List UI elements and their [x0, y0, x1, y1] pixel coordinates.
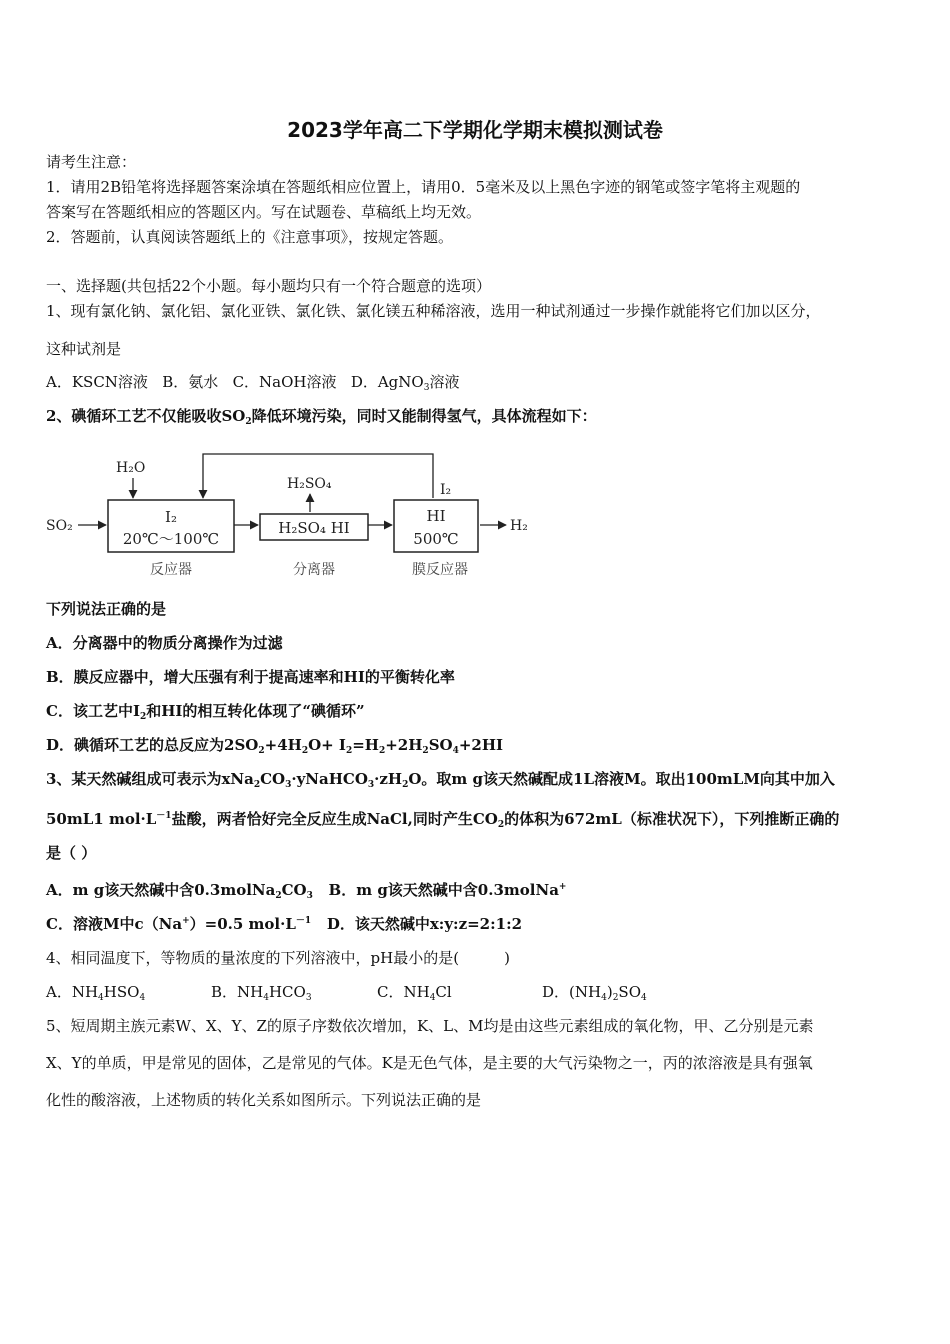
q4-option-c: C．$NH_4Cl$	[377, 983, 452, 1003]
q2-ask: 下列说法正确的是	[46, 600, 167, 618]
q3-option-c: C．溶液M中c（Na+）=0.5 $mol\cdot L^{-1}$	[46, 915, 312, 933]
iodine-cycle-diagram	[44, 446, 544, 586]
q3-stem-3: 是（ ）	[46, 844, 97, 862]
q1-option-c: C．NaOH溶液	[232, 373, 337, 391]
reactor-line-1: I₂	[165, 508, 177, 526]
q1-option-b: B．氨水	[162, 373, 219, 391]
h2o-label: H₂O	[116, 460, 146, 476]
q2-stem: 2、碘循环工艺不仅能吸收$SO_2$降低环境污染，同时又能制得氢气，具体流程如下：	[46, 407, 597, 427]
q5-stem-3: 化性的酸溶液，上述物质的转化关系如图所示。下列说法正确的是	[46, 1091, 482, 1109]
membrane-line-1: HI	[426, 507, 446, 525]
membrane-line-2: 500℃	[413, 530, 459, 548]
q3-stem-2: 50mL1 $mol\cdot L^{-1}$盐酸，两者恰好完全反应生成NaCl,同时产生$CO_2$的体积为672mL（标准状况下），下列推断正确的	[46, 810, 840, 830]
h2-label: H₂	[510, 518, 528, 534]
q1-stem-a: 1、现有氯化钠、氯化铝、氯化亚铁、氯化铁、氯化镁五种稀溶液，选用一种试剂通过一步操作就能将它们加以区分，	[46, 302, 821, 320]
q5-stem-2: X、Y的单质，甲是常见的固体，乙是常见的气体。K是无色气体，是主要的大气污染物之一，丙的浓溶液是具有强氧	[46, 1054, 813, 1072]
q1-option-d: D．AgNO$_3$溶液	[350, 373, 460, 393]
q3-stem-1: 3、某天然碱组成可表示为$xNa_2CO_3\cdot yNaHCO_3\cdot zH_2O$。取m g该天然碱配成1L溶液M。取出100mLM向其中加入	[46, 770, 835, 790]
h2so4-out-label: H₂SO₄	[287, 476, 332, 492]
q4-option-b: B．$NH_4HCO_3$	[211, 983, 312, 1003]
page-title: 2023学年高二下学期化学期末模拟测试卷	[287, 118, 663, 142]
notice-line-2: 2．答题前，认真阅读答题纸上的《注意事项》，按规定答题。	[46, 228, 454, 246]
notice-line-1b: 答案写在答题纸相应的答题区内。写在试题卷、草稿纸上均无效。	[46, 203, 482, 221]
q2-option-a: A．分离器中的物质分离操作为过滤	[46, 634, 283, 652]
q3-option-a: A．m g该天然碱中含$0.3molNa_2CO_3$	[46, 881, 313, 901]
q2-option-c: C．该工艺中$I_2$和HI的相互转化体现了“碘循环”	[46, 702, 365, 722]
q3-option-b: B．m g该天然碱中含0.3molNa+	[328, 881, 567, 899]
q4-stem: 4、相同温度下，等物质的量浓度的下列溶液中，pH最小的是( )	[46, 949, 510, 967]
q1-stem-b: 这种试剂是	[46, 340, 122, 358]
so2-label: SO₂	[46, 518, 73, 534]
q2-option-b: B．膜反应器中，增大压强有利于提高速率和HI的平衡转化率	[46, 668, 455, 686]
q5-stem-1: 5、短周期主族元素W、X、Y、Z的原子序数依次增加，K、L、M均是由这些元素组成的氧化物，甲、乙分别是元素	[46, 1017, 814, 1035]
separator-label: H₂SO₄ HI	[278, 519, 350, 537]
q1-options	[46, 372, 459, 398]
section-heading: 一、选择题(共包括22个小题。每小题均只有一个符合题意的选项）	[46, 277, 491, 295]
q3-options-ab	[46, 877, 566, 906]
q2-option-d: D．碘循环工艺的总反应为$2SO_2+4H_2O+ I_2=H_2+2H_2SO_4+2HI$	[46, 736, 504, 756]
q3-options-cd	[46, 911, 522, 934]
reactor-line-2: 20℃～100℃	[122, 530, 220, 548]
notice-heading: 请考生注意：	[46, 153, 137, 171]
notice-line-1a: 1．请用2B铅笔将选择题答案涂填在答题纸相应位置上，请用0．5毫米及以上黑色字迹的钢笔或签字笔将主观题的	[46, 178, 801, 196]
caption-reactor: 反应器	[150, 562, 192, 578]
q1-option-a: A．KSCN溶液	[46, 373, 148, 391]
caption-membrane: 膜反应器	[412, 562, 468, 578]
q3-option-d: D．该天然碱中x:y:z=2:1:2	[326, 915, 523, 933]
i2-return-label: I₂	[440, 482, 452, 498]
caption-separator: 分离器	[293, 562, 335, 578]
q4-option-a: A．$NH_4HSO_4$	[46, 983, 146, 1003]
q4-option-d: D．$(NH_4)_2SO_4$	[542, 983, 647, 1003]
